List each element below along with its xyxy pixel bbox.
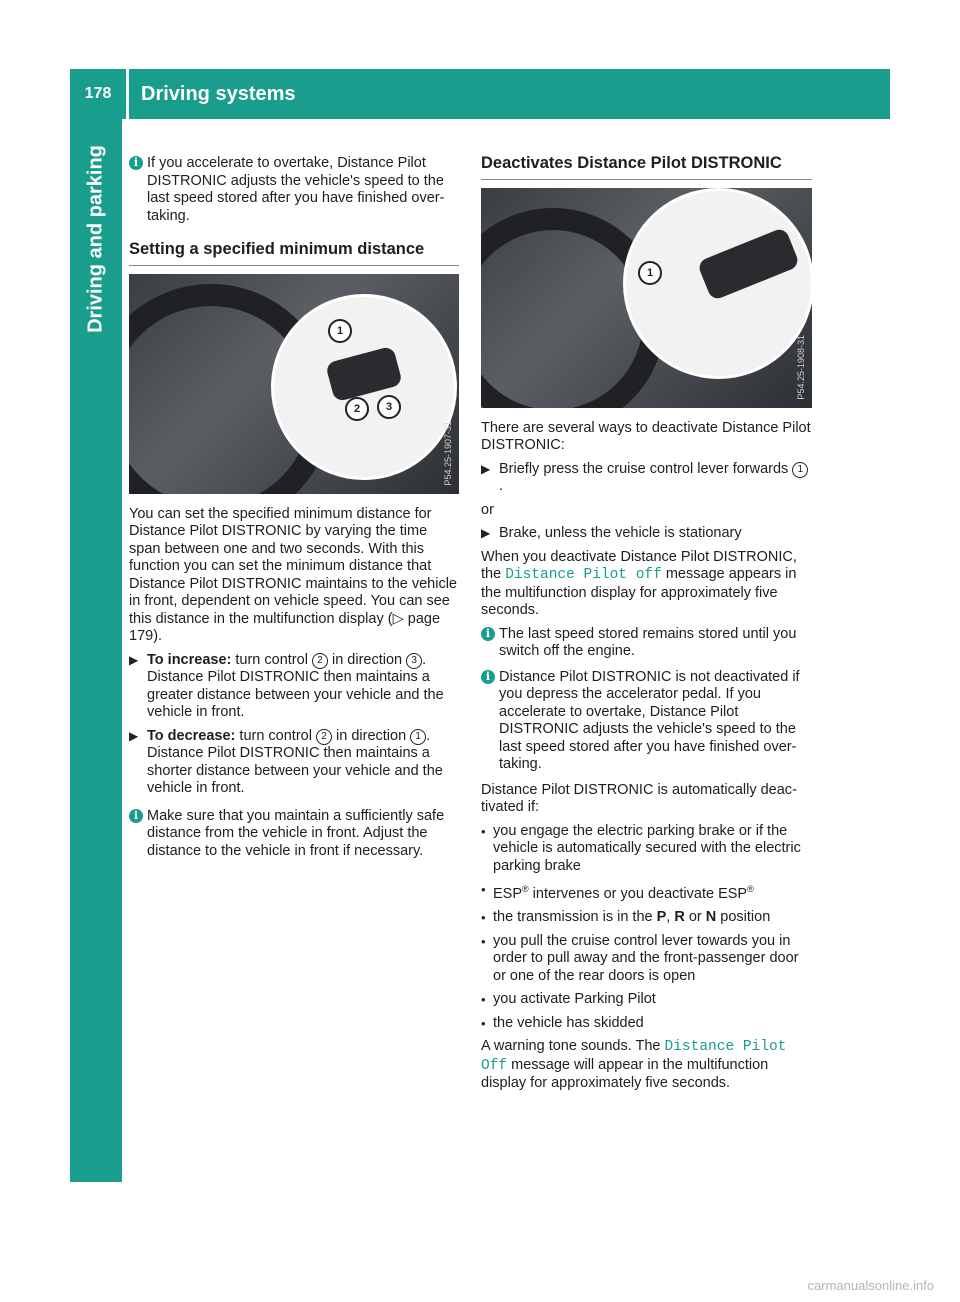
info-icon: i [129,809,143,823]
left-column [129,155,459,868]
info-note: i If you accelerate to overtake, Distance Pilot DISTRONIC adjusts the vehicle's speed to the last speed stored after you have finished overtaking. [129,155,459,225]
paragraph: When you deactivate Distance Pilot DISTRONIC, the Distance Pilot off message appears in the multifunction display for approximately five seconds. [481,548,797,618]
display-message: Distance Pilot off [505,567,662,583]
figure-code: P54.25-1907-31 [442,420,453,486]
info-icon: i [481,670,495,684]
list-item: • the transmission is in the P, R or N position [481,909,771,926]
step-arrow-icon: ▶ [481,461,491,476]
footer-watermark: carmanualsonline.info [807,1278,934,1293]
or-text: or [481,501,494,518]
step-arrow-icon: ▶ [129,652,139,667]
callout-2: 2 [345,397,369,421]
list-item: • you engage the electric parking brake or if the vehicle is automatically secured with the electric parking brake [481,822,801,874]
step-decrease: ▶ To decrease: turn control 2 in direction 1 . Distance Pilot DISTRONIC then maintains a shorter distance between your vehicle and the vehicle in front. [129,727,443,796]
step-brake: ▶ Brake, unless the vehicle is stationary [481,525,742,541]
info-icon: i [129,156,143,170]
page-number: 178 [84,85,112,102]
list-item: • you activate Parking Pilot [481,991,656,1008]
info-note: i Distance Pilot DISTRONIC is not deactivated if you depress the accelerator pedal. If you accelerate to overtake, Distance Pilot DISTRONIC adjusts the vehicle's speed to the last speed stored after you have finished overtaking. [481,669,812,774]
paragraph: A warning tone sounds. The Distance Pilot Off message will appear in the multifunction display for approximately five seconds. [481,1038,787,1092]
figure-code: P54.25-1908-31 [795,334,806,400]
side-tab-label: Driving and parking [84,145,107,333]
right-column [481,155,812,1099]
info-note: i Make sure that you maintain a sufficiently safe distance from the vehicle in front. Adjust the distance to the vehicle in front if necessary. [129,808,459,861]
header-separator [126,69,129,119]
step-arrow-icon: ▶ [481,526,491,540]
info-icon: i [481,627,495,641]
page-ref[interactable]: ▷ page 179 [129,610,441,644]
section-heading: Deactivates Distance Pilot DISTRONIC [481,155,812,180]
list-item: • you pull the cruise control lever towards you in order to pull away and the front-passenger door or one of the rear doors is open [481,932,799,984]
step-arrow-icon: ▶ [129,728,139,743]
paragraph: There are several ways to deactivate Distance Pilot DISTRONIC: [481,419,811,453]
step-increase: ▶ To increase: turn control 2 in direction 3 . Distance Pilot DISTRONIC then maintains a greater distance between your vehicle and the vehicle in front. [129,651,444,720]
callout-1: 1 [328,319,352,343]
callout-3: 3 [377,395,401,419]
list-item: • the vehicle has skidded [481,1014,644,1031]
step-press-lever: ▶ Briefly press the cruise control lever forwards 1. [481,461,812,496]
section-heading: Setting a specified minimum distance [129,241,459,266]
paragraph: You can set the specified minimum distance for Distance Pilot DISTRONIC by varying the time span between one and two seconds. With this function you can set the minimum distance that Distance Pilot DISTRONIC maintains to the vehicle in front, dependent on vehicle speed. You can see this distance in the multifunction display (▷ page 179). [129,505,457,644]
chapter-title: Driving systems [141,83,296,105]
callout-1: 1 [638,261,662,285]
display-message: Distance Pilot Off [481,1039,787,1074]
lever-deactivate-illustration [481,188,812,408]
paragraph: Distance Pilot DISTRONIC is automatically deactivated if: [481,781,797,815]
steering-lever-illustration [129,274,459,494]
info-note: i The last speed stored remains stored until you switch off the engine. [481,626,812,661]
list-item: • ESP® intervenes or you deactivate ESP® [481,882,754,902]
